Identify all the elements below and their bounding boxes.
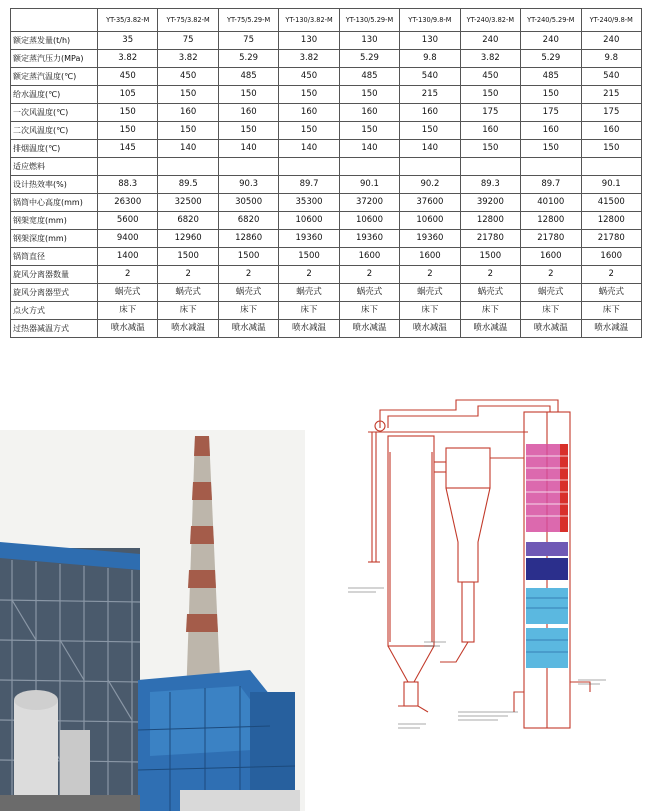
model-header: YT-130/5.29-M — [339, 9, 399, 32]
table-row — [11, 230, 642, 248]
table-cell: 140 — [158, 140, 218, 158]
table-cell — [98, 158, 158, 176]
table-cell: 10600 — [339, 212, 399, 230]
boiler-spec-table — [10, 8, 642, 338]
table-cell: 105 — [98, 86, 158, 104]
model-header: YT-35/3.82-M — [98, 9, 158, 32]
model-header: YT-240/9.8-M — [581, 9, 642, 32]
table-cell: 2 — [98, 266, 158, 284]
table-cell: 140 — [218, 140, 278, 158]
table-cell: 21780 — [460, 230, 520, 248]
table-row — [11, 158, 642, 176]
table-cell: 1600 — [339, 248, 399, 266]
table-cell: 1500 — [218, 248, 278, 266]
table-cell: 12800 — [460, 212, 520, 230]
table-cell: 蜗壳式 — [339, 284, 399, 302]
table-row — [11, 176, 642, 194]
table-cell: 145 — [98, 140, 158, 158]
table-cell: 150 — [460, 86, 520, 104]
table-cell: 150 — [279, 86, 339, 104]
table-row — [11, 50, 642, 68]
table-cell: 喷水减温 — [98, 320, 158, 338]
table-cell: 蜗壳式 — [400, 284, 460, 302]
table-cell: 喷水减温 — [218, 320, 278, 338]
table-cell: 6820 — [218, 212, 278, 230]
table-cell: 240 — [581, 32, 642, 50]
table-cell: 2 — [521, 266, 581, 284]
table-row — [11, 284, 642, 302]
row-label: 适应燃料 — [11, 158, 98, 176]
header-corner-cell — [11, 9, 98, 32]
table-cell: 9.8 — [400, 50, 460, 68]
table-cell: 1400 — [98, 248, 158, 266]
table-cell: 26300 — [98, 194, 158, 212]
table-cell: 150 — [218, 86, 278, 104]
row-label: 钢架宽度(mm) — [11, 212, 98, 230]
table-header-row — [11, 9, 642, 32]
table-cell: 150 — [521, 86, 581, 104]
table-cell: 130 — [400, 32, 460, 50]
table-cell: 450 — [158, 68, 218, 86]
table-cell: 19360 — [400, 230, 460, 248]
table-cell — [460, 158, 520, 176]
table-cell — [158, 158, 218, 176]
table-cell: 240 — [460, 32, 520, 50]
table-cell: 2 — [218, 266, 278, 284]
table-cell: 160 — [400, 104, 460, 122]
row-label: 旋风分离器型式 — [11, 284, 98, 302]
table-cell: 75 — [218, 32, 278, 50]
table-cell: 2 — [158, 266, 218, 284]
table-row — [11, 266, 642, 284]
power-plant-photo-icon — [0, 430, 305, 811]
table-cell: 19360 — [339, 230, 399, 248]
table-cell: 150 — [400, 122, 460, 140]
table-cell: 88.3 — [98, 176, 158, 194]
table-cell: 75 — [158, 32, 218, 50]
table-cell: 21780 — [581, 230, 642, 248]
table-cell: 37600 — [400, 194, 460, 212]
row-label: 一次风温度(℃) — [11, 104, 98, 122]
table-cell: 3.82 — [98, 50, 158, 68]
row-label: 旋风分离器数量 — [11, 266, 98, 284]
table-cell: 床下 — [279, 302, 339, 320]
table-cell: 床下 — [98, 302, 158, 320]
row-label: 排烟温度(℃) — [11, 140, 98, 158]
row-label: 锅筒中心高度(mm) — [11, 194, 98, 212]
table-cell: 160 — [218, 104, 278, 122]
table-cell: 140 — [279, 140, 339, 158]
table-cell: 1500 — [158, 248, 218, 266]
table-cell: 485 — [339, 68, 399, 86]
table-cell: 41500 — [581, 194, 642, 212]
table-cell: 89.3 — [460, 176, 520, 194]
table-cell: 160 — [339, 104, 399, 122]
table-cell: 37200 — [339, 194, 399, 212]
table-cell: 10600 — [400, 212, 460, 230]
table-cell: 床下 — [521, 302, 581, 320]
table-cell: 19360 — [279, 230, 339, 248]
table-cell: 床下 — [400, 302, 460, 320]
table-cell: 2 — [400, 266, 460, 284]
table-cell: 160 — [279, 104, 339, 122]
table-cell: 喷水减温 — [460, 320, 520, 338]
table-cell — [581, 158, 642, 176]
table-row — [11, 320, 642, 338]
table-cell: 21780 — [521, 230, 581, 248]
row-label: 锅筒直径 — [11, 248, 98, 266]
table-cell: 150 — [158, 122, 218, 140]
table-cell: 5.29 — [339, 50, 399, 68]
table-cell: 5.29 — [218, 50, 278, 68]
table-cell: 150 — [279, 122, 339, 140]
table-cell: 90.1 — [581, 176, 642, 194]
table-cell: 540 — [400, 68, 460, 86]
table-cell: 35 — [98, 32, 158, 50]
table-cell: 喷水减温 — [339, 320, 399, 338]
table-cell: 2 — [279, 266, 339, 284]
table-cell: 150 — [218, 122, 278, 140]
table-cell: 175 — [460, 104, 520, 122]
table-cell: 450 — [279, 68, 339, 86]
table-cell: 喷水减温 — [581, 320, 642, 338]
row-label: 过热器减温方式 — [11, 320, 98, 338]
table-cell: 89.7 — [521, 176, 581, 194]
table-cell: 喷水减温 — [279, 320, 339, 338]
table-cell: 150 — [339, 86, 399, 104]
table-cell: 540 — [581, 68, 642, 86]
table-cell: 蜗壳式 — [98, 284, 158, 302]
table-cell: 150 — [98, 104, 158, 122]
table-cell: 140 — [400, 140, 460, 158]
table-row — [11, 248, 642, 266]
table-cell: 40100 — [521, 194, 581, 212]
model-header: YT-130/9.8-M — [400, 9, 460, 32]
table-cell: 12800 — [581, 212, 642, 230]
row-label: 额定蒸汽压力(MPa) — [11, 50, 98, 68]
table-cell: 130 — [279, 32, 339, 50]
table-cell: 1600 — [521, 248, 581, 266]
table-cell: 150 — [339, 122, 399, 140]
table-cell: 450 — [460, 68, 520, 86]
table-cell: 150 — [581, 140, 642, 158]
table-cell: 150 — [98, 122, 158, 140]
table-cell: 2 — [460, 266, 520, 284]
model-header: YT-130/3.82-M — [279, 9, 339, 32]
table-cell: 150 — [158, 86, 218, 104]
table-cell: 蜗壳式 — [218, 284, 278, 302]
row-label: 二次风温度(℃) — [11, 122, 98, 140]
model-header: YT-75/3.82-M — [158, 9, 218, 32]
table-cell: 床下 — [339, 302, 399, 320]
table-cell — [339, 158, 399, 176]
table-row — [11, 122, 642, 140]
row-label: 钢架深度(mm) — [11, 230, 98, 248]
table-row — [11, 194, 642, 212]
table-cell: 12800 — [521, 212, 581, 230]
table-cell: 90.2 — [400, 176, 460, 194]
table-cell: 450 — [98, 68, 158, 86]
table-cell: 160 — [158, 104, 218, 122]
table-cell: 140 — [339, 140, 399, 158]
table-cell: 1500 — [279, 248, 339, 266]
table-cell: 蜗壳式 — [279, 284, 339, 302]
table-cell: 30500 — [218, 194, 278, 212]
table-cell: 485 — [521, 68, 581, 86]
table-row — [11, 302, 642, 320]
table-cell — [400, 158, 460, 176]
table-cell: 5600 — [98, 212, 158, 230]
table-cell: 89.5 — [158, 176, 218, 194]
table-cell: 3.82 — [460, 50, 520, 68]
table-cell: 175 — [581, 104, 642, 122]
table-cell: 9400 — [98, 230, 158, 248]
table-cell: 160 — [521, 122, 581, 140]
table-cell: 90.1 — [339, 176, 399, 194]
model-header: YT-240/3.82-M — [460, 9, 520, 32]
table-cell: 10600 — [279, 212, 339, 230]
table-cell: 160 — [460, 122, 520, 140]
table-body — [11, 32, 642, 338]
table-cell: 床下 — [581, 302, 642, 320]
table-cell: 1500 — [460, 248, 520, 266]
table-cell — [279, 158, 339, 176]
table-cell: 蜗壳式 — [581, 284, 642, 302]
table-cell: 12860 — [218, 230, 278, 248]
table-cell: 6820 — [158, 212, 218, 230]
table-row — [11, 104, 642, 122]
model-header: YT-240/5.29-M — [521, 9, 581, 32]
table-cell: 215 — [400, 86, 460, 104]
table-cell: 12960 — [158, 230, 218, 248]
table-cell: 1600 — [400, 248, 460, 266]
table-cell: 床下 — [460, 302, 520, 320]
table-cell: 35300 — [279, 194, 339, 212]
table-cell: 32500 — [158, 194, 218, 212]
row-label: 额定蒸汽温度(℃) — [11, 68, 98, 86]
row-label: 设计热效率(%) — [11, 176, 98, 194]
table-row — [11, 212, 642, 230]
row-label: 给水温度(℃) — [11, 86, 98, 104]
table-row — [11, 140, 642, 158]
table-cell: 215 — [581, 86, 642, 104]
table-cell: 150 — [460, 140, 520, 158]
table-cell — [218, 158, 278, 176]
table-cell: 2 — [581, 266, 642, 284]
table-cell: 150 — [521, 140, 581, 158]
row-label: 额定蒸发量(t/h) — [11, 32, 98, 50]
table-cell: 175 — [521, 104, 581, 122]
table-cell: 3.82 — [279, 50, 339, 68]
table-cell: 89.7 — [279, 176, 339, 194]
row-label: 点火方式 — [11, 302, 98, 320]
table-cell: 床下 — [158, 302, 218, 320]
table-cell: 240 — [521, 32, 581, 50]
table-cell: 2 — [339, 266, 399, 284]
table-cell: 蜗壳式 — [460, 284, 520, 302]
table-row — [11, 32, 642, 50]
table-cell: 39200 — [460, 194, 520, 212]
table-cell: 蜗壳式 — [521, 284, 581, 302]
table-cell: 160 — [581, 122, 642, 140]
table-cell: 喷水减温 — [521, 320, 581, 338]
table-cell: 9.8 — [581, 50, 642, 68]
table-cell: 3.82 — [158, 50, 218, 68]
table-cell: 485 — [218, 68, 278, 86]
table-cell: 喷水减温 — [400, 320, 460, 338]
table-row — [11, 86, 642, 104]
table-cell: 1600 — [581, 248, 642, 266]
model-header: YT-75/5.29-M — [218, 9, 278, 32]
cfb-boiler-diagram-icon — [328, 392, 644, 744]
table-cell — [521, 158, 581, 176]
table-cell: 130 — [339, 32, 399, 50]
table-cell: 5.29 — [521, 50, 581, 68]
table-cell: 90.3 — [218, 176, 278, 194]
table-cell: 蜗壳式 — [158, 284, 218, 302]
table-cell: 床下 — [218, 302, 278, 320]
table-row — [11, 68, 642, 86]
table-cell: 喷水减温 — [158, 320, 218, 338]
